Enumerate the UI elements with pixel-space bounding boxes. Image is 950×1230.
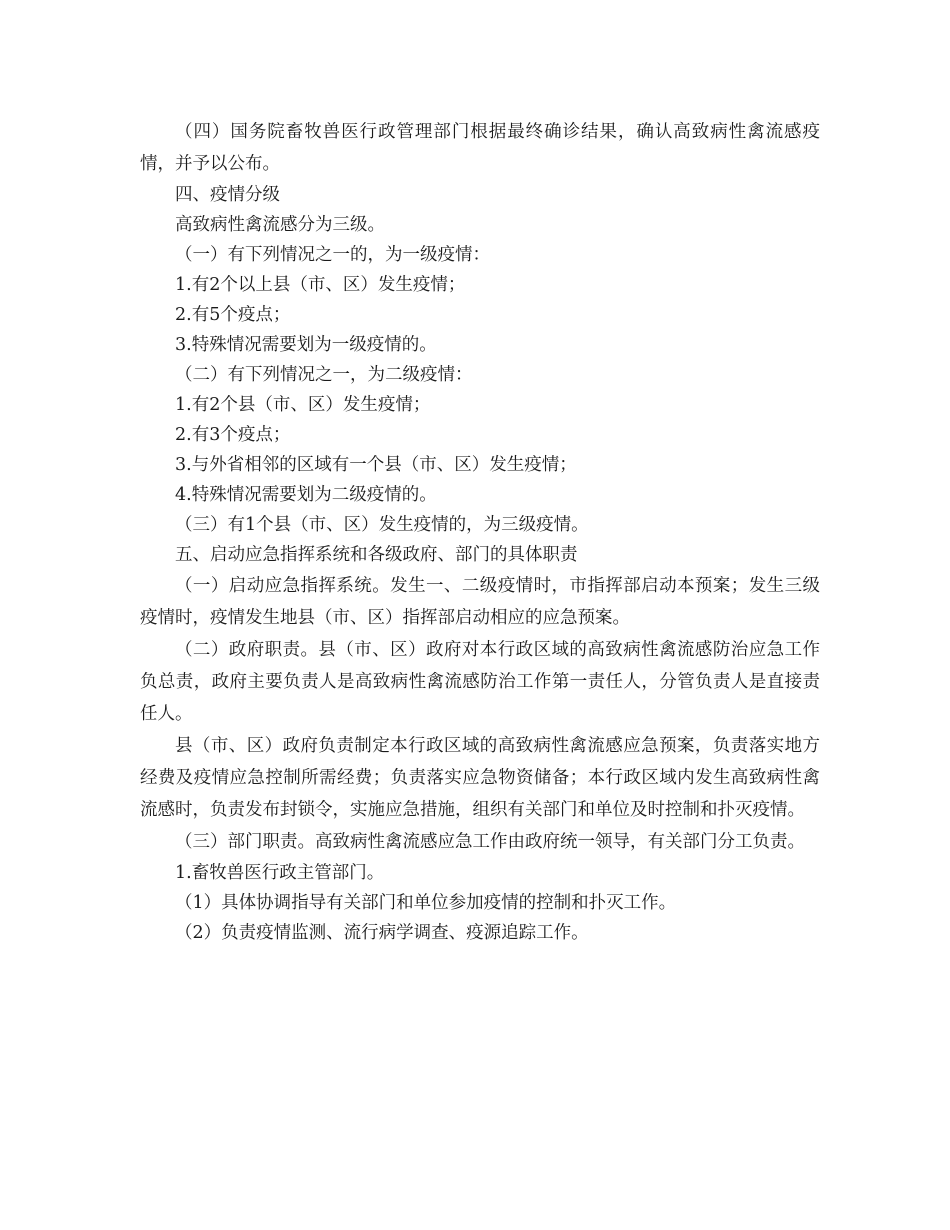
list-item-level-one-1: 1.有2个以上县（市、区）发生疫情； [175,275,466,295]
paragraph-level-one-title: （一）有下列情况之一的，为一级疫情： [175,245,490,265]
heading-responsibilities: 五、启动应急指挥系统和各级政府、部门的具体职责 [175,545,578,565]
heading-epidemic-grading: 四、疫情分级 [175,185,280,205]
paragraph-government-duties: （二）政府职责。县（市、区）政府对本行政区域的高致病性禽流感防治应急工作负总责，政府主要负责人是高致病性禽流感防治工作第一责任人，分管负责人是直接责任人。 [140,640,820,724]
list-item-level-two-4: 4.特殊情况需要划为二级疫情的。 [175,485,437,505]
paragraph-grading-intro: 高致病性禽流感分为三级。 [175,215,385,235]
list-item-duty-2: （2）负责疫情监测、流行病学调查、疫源追踪工作。 [175,923,589,943]
paragraph-level-two-title: （二）有下列情况之一，为二级疫情： [175,365,473,385]
list-item-level-two-1: 1.有2个县（市、区）发生疫情； [175,395,431,415]
list-item-level-one-3: 3.特殊情况需要划为一级疫情的。 [175,335,437,355]
document-page [140,116,820,948]
list-item-level-two-2: 2.有3个疫点； [175,425,291,445]
list-item-veterinary-department: 1.畜牧兽医行政主管部门。 [175,863,385,883]
paragraph-command-system: （一）启动应急指挥系统。发生一、二级疫情时，市指挥部启动本预案；发生三级疫情时，疫情发生地县（市、区）指挥部启动相应的应急预案。 [140,576,820,628]
paragraph-level-three: （三）有1个县（市、区）发生疫情的，为三级疫情。 [175,515,589,535]
list-item-duty-1: （1）具体协调指导有关部门和单位参加疫情的控制和扑灭工作。 [175,893,677,913]
list-item-level-one-2: 2.有5个疫点； [175,305,291,325]
paragraph-confirmation: （四）国务院畜牧兽医行政管理部门根据最终确诊结果，确认高致病性禽流感疫情，并予以公布。 [140,122,820,174]
list-item-level-two-3: 3.与外省相邻的区域有一个县（市、区）发生疫情； [175,455,577,475]
paragraph-county-government: 县（市、区）政府负责制定本行政区域的高致病性禽流感应急预案，负责落实地方经费及疫情应急控制所需经费；负责落实应急物资储备；本行政区域内发生高致病性禽流感时，负责发布封锁令，实施应急措施，组织有关部门和单位及时控制和扑灭疫情。 [140,736,820,820]
paragraph-department-duties: （三）部门职责。高致病性禽流感应急工作由政府统一领导，有关部门分工负责。 [175,832,805,852]
